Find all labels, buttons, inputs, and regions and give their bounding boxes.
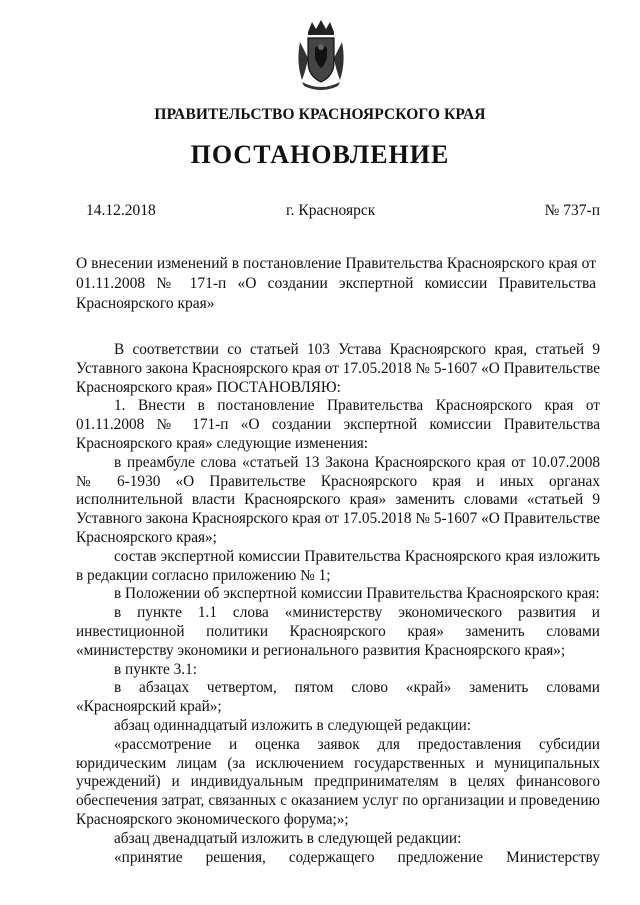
body-paragraph: в Положении об экспертной комиссии Правительства Красноярского края:: [114, 585, 600, 603]
document-subject: О внесении изменений в постановление Правительства Красноярского края от 01.11.2008 № 171-п «О создании экспертной комиссии Правительства Красноярского края»: [76, 255, 596, 312]
document-type-title: ПОСТАНОВЛЕНИЕ: [190, 140, 450, 169]
body-paragraph: в преамбуле слова «статьей 13 Закона Красноярского края от 10.07.2008 № 6-1930 «О Правительстве Красноярского края и иных органах исполнительной власти Красноярского края» заменить словами «статьей 9 Уставного закона Красноярского края от 17.05.2018 № 5-1607 «О Правительстве Красноярского края»;: [76, 453, 600, 546]
document-body: [76, 341, 600, 867]
body-paragraph: в пункте 1.1 слова «министерству экономического развития и инвестиционной политики Красноярского края» заменить словами «министерству экономики и регионального развития Красноярского края»;: [76, 604, 600, 659]
body-paragraph: состав экспертной комиссии Правительства Красноярского края изложить в редакции согласно приложению № 1;: [76, 547, 600, 584]
organization-title: ПРАВИТЕЛЬСТВО КРАСНОЯРСКОГО КРАЯ: [154, 106, 486, 123]
body-paragraph: абзац двенадцатый изложить в следующей редакции:: [114, 829, 462, 847]
body-paragraph: В соответствии со статьей 103 Устава Красноярского края, статьей 9 Уставного закона Красноярского края от 17.05.2018 № 5-1607 «О Правительстве Красноярского края» ПОСТАНОВЛЯЮ:: [76, 341, 600, 396]
document-number: № 737-п: [544, 202, 600, 219]
document-place: г. Красноярск: [286, 202, 376, 219]
document-date: 14.12.2018: [86, 202, 156, 219]
body-paragraph: абзац одиннадцатый изложить в следующей редакции:: [114, 716, 472, 734]
body-paragraph: 1. Внести в постановление Правительства Красноярского края от 01.11.2008 № 171-п «О создании экспертной комиссии Правительства Красноярского края» следующие изменения:: [76, 397, 600, 452]
body-paragraph: в абзацах четвертом, пятом слово «край» заменить словами «Красноярский край»;: [76, 679, 600, 716]
body-paragraph: «рассмотрение и оценка заявок для предоставления субсидии юридическим лицам (за исключением государственных и муниципальных учреждений) и индивидуальным предпринимателям в целях финансового обеспечения затрат, связанных с оказанием услуг по организации и проведению Красноярского экономического форума;»;: [76, 735, 600, 828]
coat-of-arms-icon: [294, 18, 348, 92]
body-paragraph: в пункте 3.1:: [114, 660, 197, 678]
body-paragraph: «принятие решения, содержащего предложение Министерству: [114, 848, 600, 866]
